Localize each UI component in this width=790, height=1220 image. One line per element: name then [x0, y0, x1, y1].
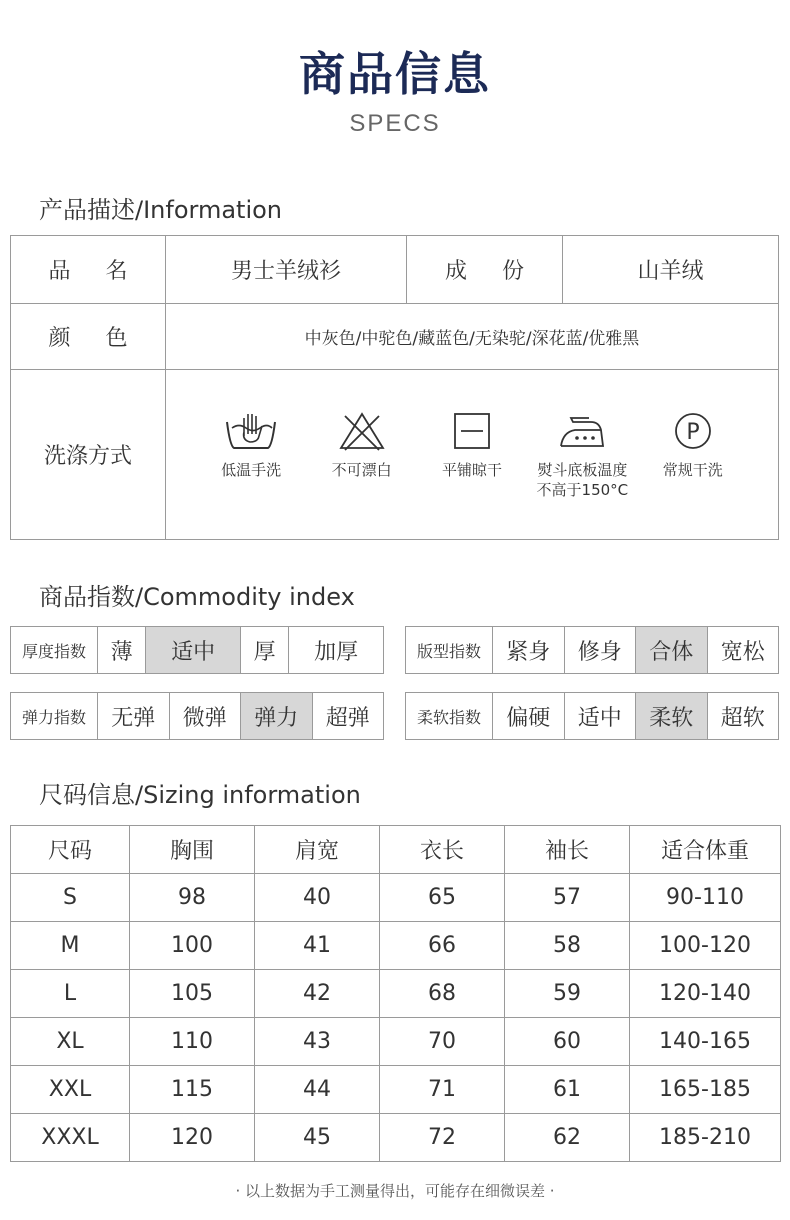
size-cell: 42: [255, 970, 380, 1018]
size-cell: XXXL: [11, 1114, 130, 1162]
size-header-cell: 尺码: [11, 826, 130, 874]
material-label: 成 份: [407, 236, 563, 304]
size-cell: 71: [380, 1066, 505, 1114]
care-item-dry-clean: [638, 410, 748, 480]
dry-clean-icon: [666, 410, 720, 452]
size-header-cell: 衣长: [380, 826, 505, 874]
material-value: 山羊绒: [563, 236, 779, 304]
index-option: 偏硬: [493, 693, 565, 740]
size-header-cell: 袖长: [505, 826, 630, 874]
size-cell: 45: [255, 1114, 380, 1162]
care-text-4-line2: 不高于150°C: [536, 480, 629, 499]
no-bleach-icon: [335, 410, 389, 452]
size-cell: 68: [380, 970, 505, 1018]
color-value: 中灰色/中驼色/藏蓝色/无染驼/深花蓝/优雅黑: [166, 304, 779, 370]
index-label: 厚度指数: [11, 627, 98, 674]
index-label: 版型指数: [406, 627, 493, 674]
size-cell: L: [11, 970, 130, 1018]
size-cell: 185-210: [630, 1114, 781, 1162]
dry-flat-icon: [445, 410, 499, 452]
index-option: 超弹: [312, 693, 384, 740]
page-subtitle: SPECS: [349, 110, 441, 137]
table-row: [11, 922, 781, 970]
hand-wash-icon: [224, 410, 278, 452]
section-heading-index: 商品指数/Commodity index: [39, 583, 355, 611]
index-option: 无弹: [98, 693, 170, 740]
size-cell: 120: [130, 1114, 255, 1162]
care-text-5: 常规干洗: [662, 460, 723, 479]
index-option: 紧身: [493, 627, 565, 674]
index-option: 加厚: [289, 627, 384, 674]
color-label: 颜 色: [11, 304, 166, 370]
index-table-softness: [405, 692, 779, 740]
size-cell: 62: [505, 1114, 630, 1162]
size-cell: 41: [255, 922, 380, 970]
care-item-iron: [527, 410, 637, 500]
size-cell: 98: [130, 874, 255, 922]
size-cell: 40: [255, 874, 380, 922]
size-cell: 110: [130, 1018, 255, 1066]
size-cell: S: [11, 874, 130, 922]
name-value: 男士羊绒衫: [166, 236, 407, 304]
size-cell: 105: [130, 970, 255, 1018]
size-header-cell: 肩宽: [255, 826, 380, 874]
index-option: 微弹: [169, 693, 241, 740]
index-option-selected: 柔软: [636, 693, 708, 740]
care-instructions: [166, 370, 779, 540]
index-option: 厚: [240, 627, 288, 674]
table-row: [11, 1114, 781, 1162]
index-label: 柔软指数: [406, 693, 493, 740]
index-table-thickness: [10, 626, 384, 674]
care-text-2: 不可漂白: [331, 460, 392, 479]
index-option: 适中: [564, 693, 636, 740]
table-row: [11, 1066, 781, 1114]
index-option: 薄: [98, 627, 146, 674]
care-item-no-bleach: [307, 410, 417, 480]
size-cell: XXL: [11, 1066, 130, 1114]
table-row: [11, 970, 781, 1018]
size-cell: 100-120: [630, 922, 781, 970]
size-header-cell: 胸围: [130, 826, 255, 874]
care-text-4-line1: 熨斗底板温度: [537, 460, 628, 479]
page-title: 商品信息: [299, 47, 491, 101]
size-cell: 57: [505, 874, 630, 922]
care-text-3: 平铺晾干: [441, 460, 502, 479]
size-cell: 120-140: [630, 970, 781, 1018]
size-cell: 60: [505, 1018, 630, 1066]
info-table: [10, 235, 779, 540]
size-cell: 70: [380, 1018, 505, 1066]
size-cell: 44: [255, 1066, 380, 1114]
measurement-note: · 以上数据为手工测量得出，可能存在细微误差 ·: [235, 1182, 555, 1200]
size-table: [10, 825, 781, 1162]
size-cell: 165-185: [630, 1066, 781, 1114]
index-option: 修身: [564, 627, 636, 674]
size-cell: M: [11, 922, 130, 970]
name-label: 品 名: [11, 236, 166, 304]
size-cell: 100: [130, 922, 255, 970]
size-cell: 90-110: [630, 874, 781, 922]
index-table-fit: [405, 626, 779, 674]
size-cell: 140-165: [630, 1018, 781, 1066]
care-text-4: [537, 460, 629, 500]
index-option: 宽松: [707, 627, 779, 674]
size-cell: 72: [380, 1114, 505, 1162]
care-item-hand-wash: [196, 410, 306, 480]
table-row: [11, 874, 781, 922]
care-item-dry-flat: [417, 410, 527, 480]
index-label: 弹力指数: [11, 693, 98, 740]
section-heading-info: 产品描述/Information: [39, 196, 283, 224]
index-table-elasticity: [10, 692, 384, 740]
care-label: 洗涤方式: [11, 370, 166, 540]
svg-text:P: P: [686, 419, 700, 445]
index-option-selected: 适中: [146, 627, 241, 674]
size-cell: 65: [380, 874, 505, 922]
index-option: 超软: [707, 693, 779, 740]
care-text-1: 低温手洗: [221, 460, 282, 479]
size-cell: XL: [11, 1018, 130, 1066]
iron-icon: [555, 410, 609, 452]
size-table-header: [11, 826, 781, 874]
size-header-cell: 适合体重: [630, 826, 781, 874]
size-cell: 115: [130, 1066, 255, 1114]
table-row: [11, 1018, 781, 1066]
size-cell: 43: [255, 1018, 380, 1066]
size-cell: 66: [380, 922, 505, 970]
section-heading-sizing: 尺码信息/Sizing information: [39, 781, 361, 809]
size-cell: 59: [505, 970, 630, 1018]
size-cell: 61: [505, 1066, 630, 1114]
index-option-selected: 合体: [636, 627, 708, 674]
index-option-selected: 弹力: [241, 693, 313, 740]
size-cell: 58: [505, 922, 630, 970]
